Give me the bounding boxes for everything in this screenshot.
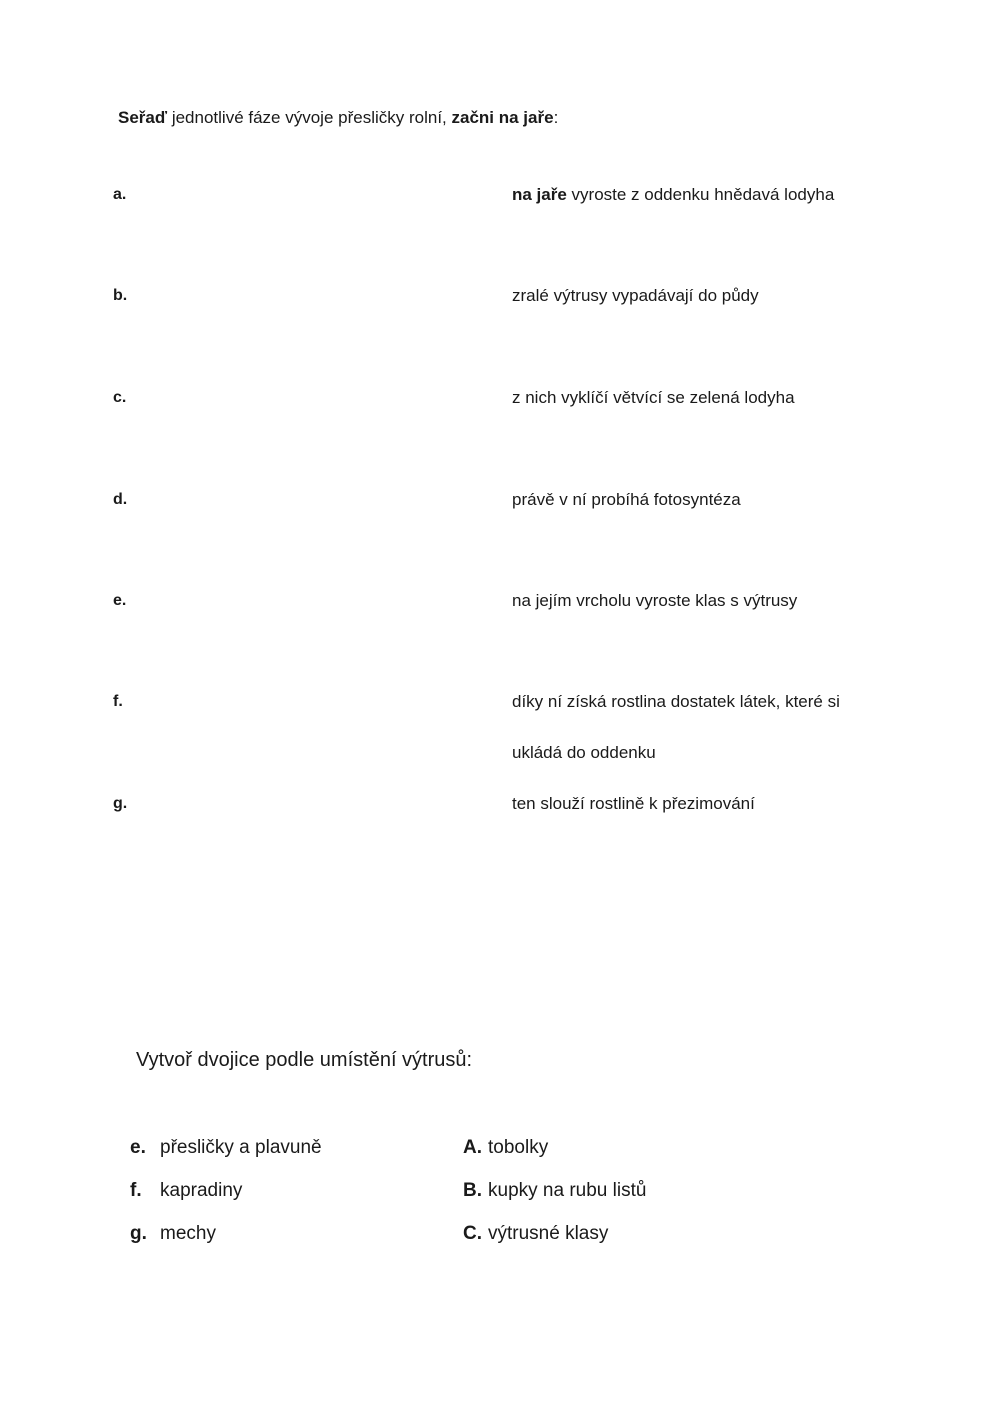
- stage-text-f: díky ní získá rostlina dostatek látek, které si: [512, 692, 840, 711]
- pair-right-text-b: kupky na rubu listů: [488, 1180, 647, 1201]
- pair-right-letter-b: B.: [463, 1180, 482, 1201]
- stage-text-a-rest: vyroste z oddenku hnědavá lodyha: [566, 185, 835, 204]
- stage-letter-a: a.: [113, 186, 127, 203]
- pair-right-text-c: výtrusné klasy: [488, 1223, 609, 1244]
- stage-text-g: ten slouží rostlině k přezimování: [512, 794, 755, 813]
- section1-title: [118, 108, 558, 128]
- pair-left-letter-f: f.: [130, 1180, 142, 1201]
- stage-text-c: z nich vyklíčí větvící se zelená lodyha: [512, 388, 795, 407]
- pair-right-letter-a: A.: [463, 1137, 482, 1158]
- section1-title-bold-2: začni na jaře: [451, 108, 554, 127]
- stage-text-d: právě v ní probíhá fotosyntéza: [512, 490, 741, 509]
- stage-text-a-bold: na jaře: [512, 185, 567, 204]
- section1-title-bold-1: Seřaď: [118, 108, 168, 127]
- section2-title: Vytvoř dvojice podle umístění výtrusů:: [136, 1049, 473, 1071]
- stage-letter-b: b.: [113, 287, 128, 304]
- stage-letter-f: f.: [113, 693, 123, 710]
- stage-letter-d: d.: [113, 491, 128, 508]
- pair-right-letter-c: C.: [463, 1223, 482, 1244]
- section1-title-text-1: jednotlivé fáze vývoje přesličky rolní,: [167, 108, 452, 127]
- stage-text-a: [512, 185, 834, 205]
- pair-left-text-e: přesličky a plavuně: [160, 1137, 322, 1158]
- stage-text-b: zralé výtrusy vypadávají do půdy: [512, 286, 759, 305]
- pair-left-text-f: kapradiny: [160, 1180, 243, 1201]
- section1-title-text-2: :: [553, 108, 559, 127]
- pair-left-text-g: mechy: [160, 1223, 216, 1244]
- stage-text-f-continued: ukládá do oddenku: [512, 743, 656, 762]
- stage-text-e: na jejím vrcholu vyroste klas s výtrusy: [512, 591, 798, 610]
- pair-left-letter-g: g.: [130, 1223, 147, 1244]
- stage-letter-g: g.: [113, 795, 128, 812]
- stage-letter-e: e.: [113, 592, 127, 609]
- pair-left-letter-e: e.: [130, 1137, 146, 1158]
- stage-letter-c: c.: [113, 389, 127, 406]
- pair-right-text-a: tobolky: [488, 1137, 549, 1158]
